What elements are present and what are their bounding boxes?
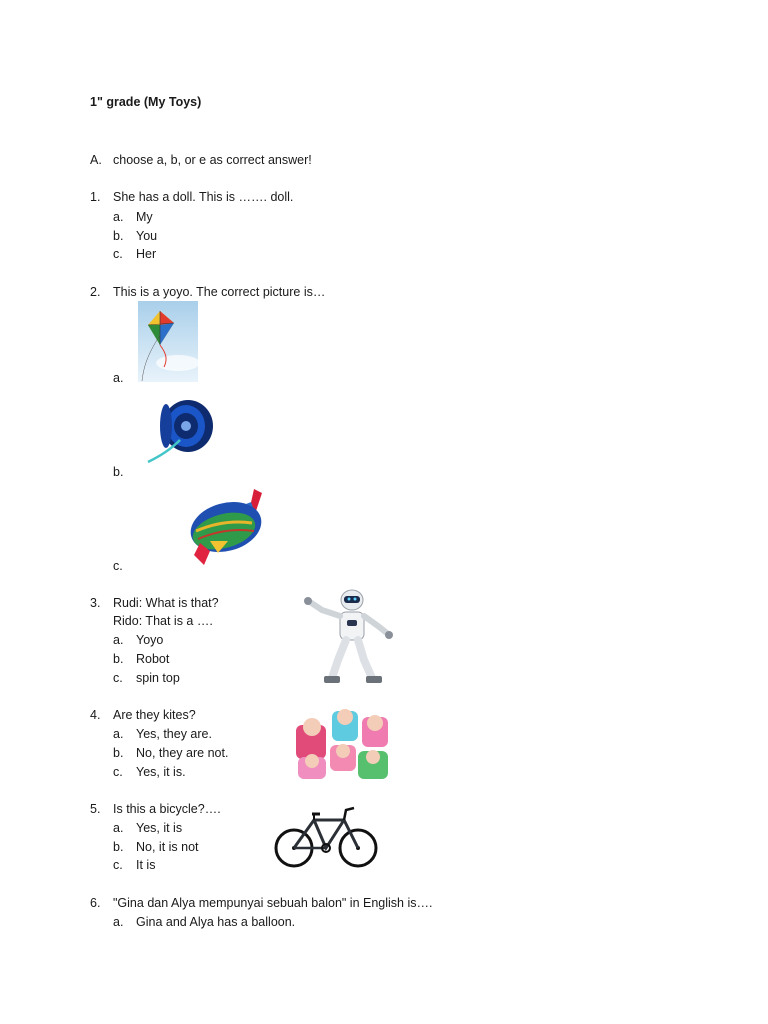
question-text: Are they kites? (113, 708, 196, 722)
option-letter: a. (113, 915, 124, 929)
question-text: "Gina dan Alya mempunyai sebuah balon" in English is…. (113, 896, 433, 910)
question-text: She has a doll. This is ……. doll. (113, 190, 294, 204)
option-text: Yes, it is. (136, 765, 186, 779)
option-letter: b. (113, 229, 124, 243)
option-letter: c. (113, 858, 123, 872)
option-letter: b. (113, 746, 124, 760)
spinning-top-image (138, 481, 281, 570)
kite-image (138, 301, 198, 382)
question-number: 3. (90, 596, 101, 610)
robot-image (300, 586, 394, 686)
option-letter: b. (113, 652, 124, 666)
option-letter: c. (113, 247, 123, 261)
option-text: No, they are not. (136, 746, 229, 760)
option-text: Yes, it is (136, 821, 183, 835)
option-letter: b. (113, 465, 124, 479)
option-letter: a. (113, 633, 124, 647)
question-text-line-2: Rido: That is a …. (113, 614, 213, 628)
yoyo-image (140, 388, 222, 468)
page-title: 1" grade (My Toys) (90, 95, 202, 109)
bicycle-image (272, 800, 380, 870)
option-text: Yoyo (136, 633, 164, 647)
question-number: 2. (90, 285, 101, 299)
question-text: This is a yoyo. The correct picture is… (113, 285, 326, 299)
section-instruction: choose a, b, or e as correct answer! (113, 153, 312, 167)
option-text: Yes, they are. (136, 727, 212, 741)
option-letter: c. (113, 671, 123, 685)
option-text: You (136, 229, 158, 243)
option-letter: b. (113, 840, 124, 854)
question-number: 5. (90, 802, 101, 816)
option-text: No, it is not (136, 840, 199, 854)
question-text: Is this a bicycle?…. (113, 802, 221, 816)
dolls-image (290, 705, 392, 783)
option-letter: a. (113, 371, 124, 385)
option-text: My (136, 210, 153, 224)
option-text: Gina and Alya has a balloon. (136, 915, 296, 929)
question-number: 1. (90, 190, 101, 204)
option-text: spin top (136, 671, 180, 685)
question-text: Rudi: What is that? (113, 596, 219, 610)
option-letter: c. (113, 559, 123, 573)
option-letter: a. (113, 821, 124, 835)
option-letter: a. (113, 210, 124, 224)
section-marker: A. (90, 153, 102, 167)
option-text: Robot (136, 652, 170, 666)
option-text: Her (136, 247, 157, 261)
question-number: 6. (90, 896, 101, 910)
option-text: It is (136, 858, 156, 872)
option-letter: c. (113, 765, 123, 779)
option-letter: a. (113, 727, 124, 741)
question-number: 4. (90, 708, 101, 722)
